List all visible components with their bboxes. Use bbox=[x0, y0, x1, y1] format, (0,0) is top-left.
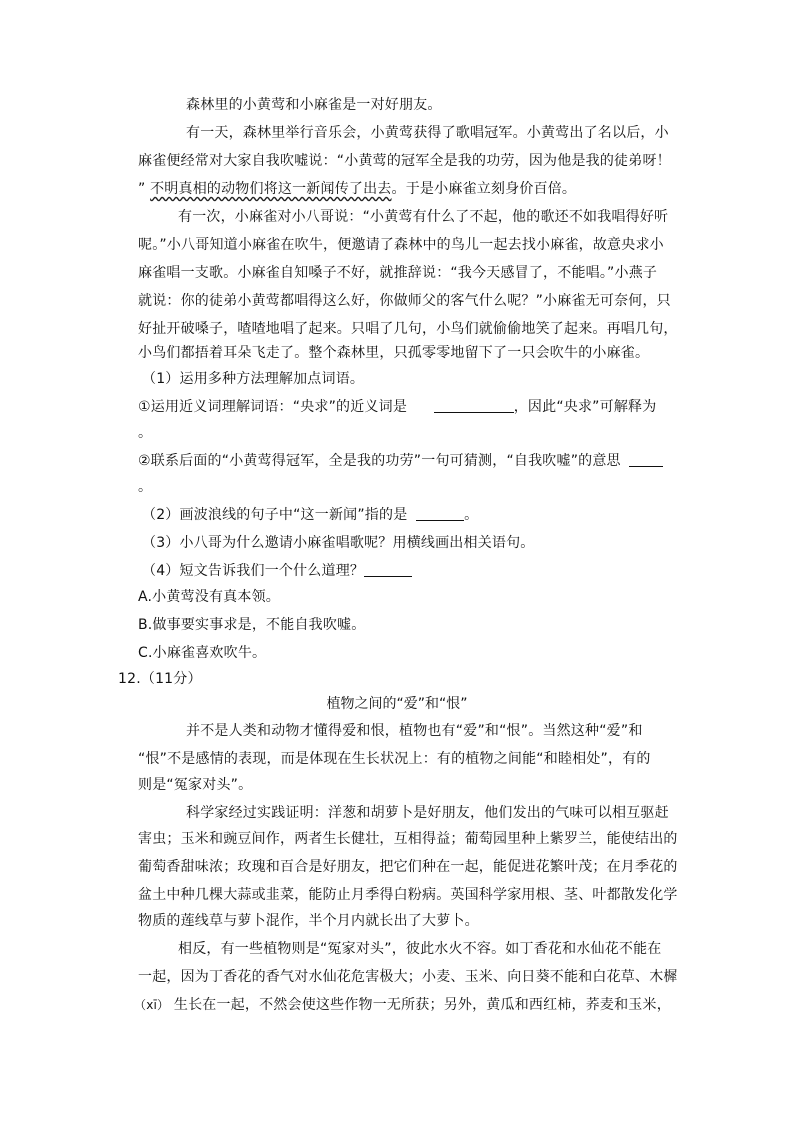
option-c[interactable]: C.小麻雀喜欢吹牛。 bbox=[138, 645, 267, 661]
question-1a-end: 。 bbox=[138, 425, 153, 441]
closing-quote: ” bbox=[138, 181, 146, 197]
article-paragraph-2-line: 物质的莲线草与萝卜混作，半个月内就长出了大萝卜。 bbox=[138, 913, 479, 929]
question-1a-text: ①运用近义词理解词语：“央求”的近义词是 bbox=[138, 399, 408, 415]
article-paragraph-1-line: 则是“冤家对头”。 bbox=[138, 777, 253, 793]
article-paragraph-3-line: 一起，因为丁香花的香气对水仙花危害极大；小麦、玉米、向日葵不能和白花草、木樨 bbox=[138, 969, 678, 985]
article-title: 植物之间的“爱”和“恨” bbox=[326, 696, 468, 712]
question-1a bbox=[138, 398, 656, 416]
article-paragraph-2-line: 盆土中种几棵大蒜或韭菜，能防止月季得白粉病。英国科学家用根、茎、叶都散发化学 bbox=[138, 887, 678, 903]
question-1a-text-tail: ，因此“央求”可解释为 bbox=[513, 399, 657, 415]
question-12-number: 12.（11分） bbox=[118, 671, 202, 687]
story-paragraph-3-line: 好扯开破嗓子，喳喳地唱了起来。只唱了几句，小鸟们就偷偷地笑了起来。再唱几句， bbox=[138, 321, 678, 337]
question-3: （3）小八哥为什么邀请小麻雀唱歌呢？用横线画出相关语句。 bbox=[142, 535, 535, 551]
article-paragraph-2-line: 葡萄香甜味浓；玫瑰和百合是好朋友，把它们种在一起，能促进花繁叶茂；在月季花的 bbox=[138, 859, 678, 875]
story-paragraph-3-line: 呢。”小八哥知道小麻雀在吹牛，便邀请了森林中的鸟儿一起去找小麻雀，故意央求小 bbox=[138, 237, 664, 253]
story-paragraph-2-line: 有一天，森林里举行音乐会，小黄莺获得了歌唱冠军。小黄莺出了名以后，小 bbox=[186, 125, 669, 141]
article-paragraph-1-line: “恨”不是感情的表现，而是体现在生长状况上：有的植物之间能“和睦相处”，有的 bbox=[138, 751, 651, 767]
option-b[interactable]: B.做事要实事求是，不能自我吹嘘。 bbox=[138, 617, 366, 633]
wavy-underlined-sentence: 不明真相的动物们将这一新闻传了出去 bbox=[150, 181, 392, 197]
question-1b-text: ②联系后面的“小黄莺得冠军，全是我的功劳”一句可猜测，“自我吹嘘”的意思 bbox=[138, 453, 621, 469]
sentence-tail: 。于是小麻雀立刻身价百倍。 bbox=[391, 181, 577, 197]
question-1: （1）运用多种方法理解加点词语。 bbox=[142, 371, 365, 387]
question-4-text: （4）短文告诉我们一个什么道理？ bbox=[142, 563, 365, 579]
answer-blank[interactable] bbox=[629, 452, 663, 467]
article-paragraph-3-line: 相反，有一些植物则是“冤家对头”，彼此水火不容。如丁香花和水仙花不能在 bbox=[178, 941, 662, 957]
pinyin-annotation: （xī） bbox=[134, 998, 170, 1012]
story-paragraph-3-line: 有一次，小麻雀对小八哥说：“小黄莺有什么了不起，他的歌还不如我唱得好听 bbox=[178, 209, 669, 225]
story-paragraph-3-line: 麻雀唱一支歌。小麻雀自知嗓子不好，就推辞说：“我今天感冒了，不能唱。”小燕子 bbox=[138, 265, 658, 281]
question-2 bbox=[142, 506, 478, 524]
question-1b-end: 。 bbox=[138, 479, 153, 495]
article-paragraph-2-line: 科学家经过实践证明：洋葱和胡萝卜是好朋友，他们发出的气味可以相互驱赶 bbox=[186, 805, 669, 821]
option-a[interactable]: A.小黄莺没有真本领。 bbox=[138, 589, 280, 605]
question-2-text: （2）画波浪线的句子中“这一新闻”指的是 bbox=[142, 507, 408, 523]
story-paragraph-3-line: 小鸟们都捂着耳朵飞走了。整个森林里，只孤零零地留下了一只会吹牛的小麻雀。 bbox=[138, 345, 650, 361]
answer-blank[interactable] bbox=[434, 398, 514, 413]
article-paragraph-3-text: 生长在一起，不然会使这些作物一无所获；另外，黄瓜和西红柿，荞麦和玉米， bbox=[173, 997, 671, 1013]
story-paragraph-2-line: 麻雀便经常对大家自我吹嘘说：“小黄莺的冠军全是我的功劳，因为他是我的徒弟呀！ bbox=[138, 153, 671, 169]
story-paragraph-1: 森林里的小黄莺和小麻雀是一对好朋友。 bbox=[186, 97, 442, 113]
question-1b bbox=[138, 452, 663, 470]
answer-blank[interactable] bbox=[364, 562, 412, 577]
article-paragraph-3-line bbox=[134, 996, 671, 1014]
article-paragraph-2-line: 害虫；玉米和豌豆间作，两者生长健壮，互相得益；葡萄园里种上紫罗兰，能使结出的 bbox=[138, 831, 678, 847]
question-2-end: 。 bbox=[464, 507, 479, 523]
article-paragraph-1-line: 并不是人类和动物才懂得爱和恨，植物也有“爱”和“恨”。当然这种“爱”和 bbox=[186, 723, 643, 739]
question-4 bbox=[142, 562, 412, 580]
story-paragraph-3-line: 就说：你的徒弟小黄莺都唱得这么好，你做师父的客气什么呢？”小麻雀无可奈何，只 bbox=[138, 293, 671, 309]
answer-blank[interactable] bbox=[416, 506, 464, 521]
story-paragraph-2-line bbox=[138, 180, 576, 198]
